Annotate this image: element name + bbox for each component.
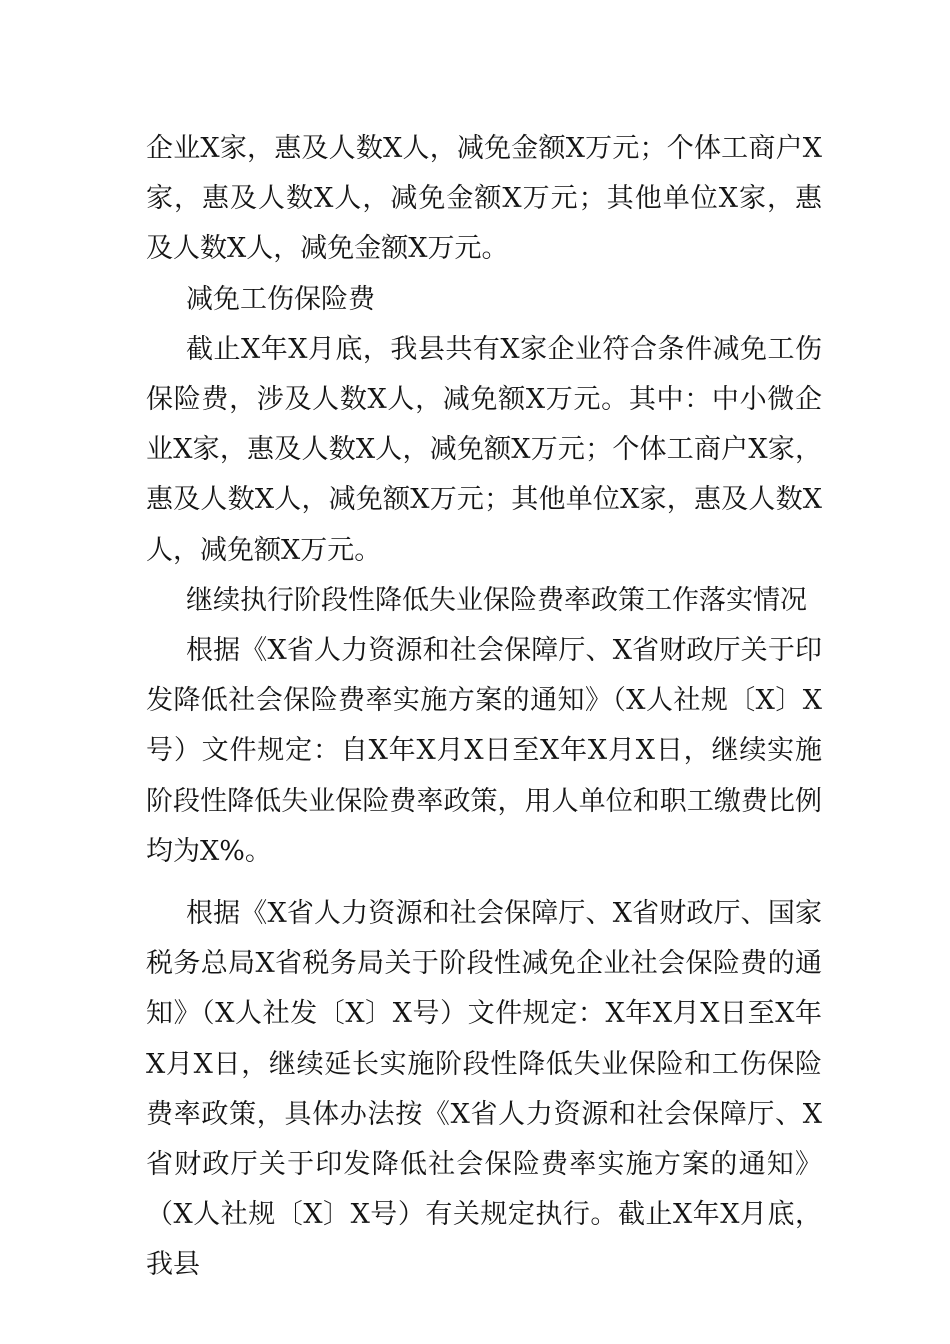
paragraph-continuation: 企业X家，惠及人数X人，减免金额X万元；个体工商户X家，惠及人数X人，减免金额X万元；其他单位X家，惠及人数X人，减免金额X万元。 [146,133,822,265]
section-heading-work-injury-insurance: 减免工伤保险费 [186,283,375,315]
paragraph-unemployment-policy: 根据《X省人力资源和社会保障厅、X省财政厅关于印发降低社会保险费率实施方案的通知》（X人社规〔X〕X号）文件规定：自X年X月X日至X年X月X日，继续实施阶段性降低失业保险费率政策，用人单位和职工缴费比例均为X%。 [146,635,822,867]
document-body [146,124,822,1291]
paragraph-extended-policy: 根据《X省人力资源和社会保障厅、X省财政厅、国家税务总局X省税务局关于阶段性减免企业社会保险费的通知》（X人社发〔X〕X号）文件规定：X年X月X日至X年X月X日，继续延长实施阶段性降低失业保险和工伤保险费率政策，具体办法按《X省人力资源和社会保障厅、X省财政厅关于印发降低社会保险费率实施方案的通知》（X人社规〔X〕X号）有关规定执行。截止X年X月底，我县 [146,898,822,1281]
paragraph-work-injury-reduction: 截止X年X月底，我县共有X家企业符合条件减免工伤保险费，涉及人数X人，减免额X万元。其中：中小微企业X家，惠及人数X人，减免额X万元；个体工商户X家，惠及人数X人，减免额X万元；其他单位X家，惠及人数X人，减免额X万元。 [146,333,822,566]
section-heading-unemployment-insurance: 继续执行阶段性降低失业保险费率政策工作落实情况 [186,584,807,616]
